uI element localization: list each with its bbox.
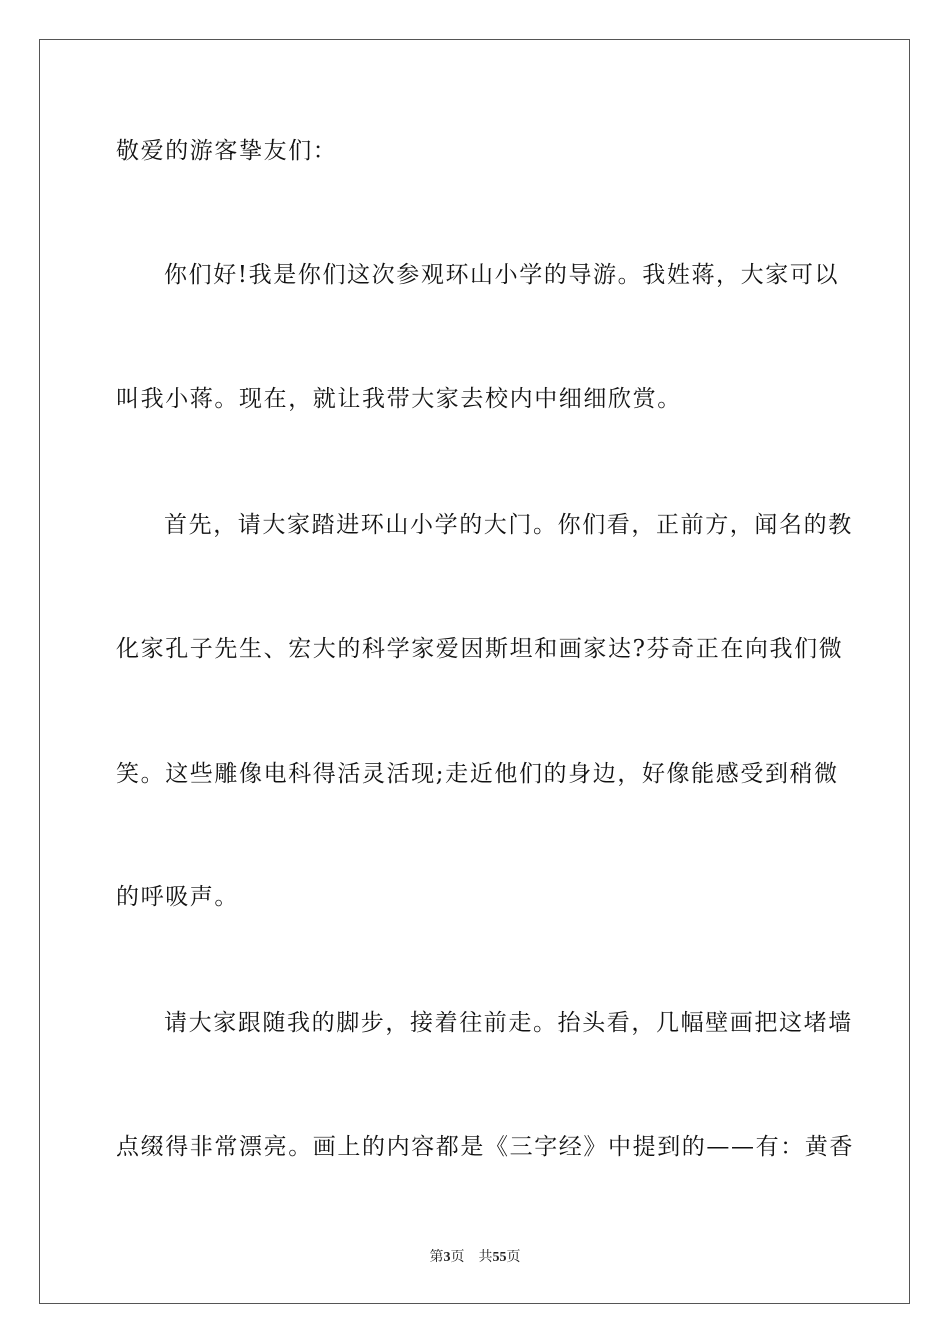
page-suffix: 页 (450, 1250, 465, 1265)
paragraph-line: 首先，请大家踏进环山小学的大门。你们看，正前方，闻名的教 (164, 512, 853, 538)
salutation-line: 敬爱的游客挚友们： (116, 138, 338, 164)
paragraph-line: 点缀得非常漂亮。画上的内容都是《三字经》中提到的——有：黄香 (116, 1134, 854, 1160)
total-pages: 55 (492, 1250, 507, 1265)
paragraph-line: 你们好!我是你们这次参观环山小学的导游。我姓蒋，大家可以 (164, 262, 840, 288)
total-suffix: 页 (506, 1250, 521, 1265)
page-frame (39, 39, 910, 1304)
paragraph-line: 化家孔子先生、宏大的科学家爱因斯坦和画家达?芬奇正在向我们微 (116, 636, 844, 662)
page-footer (0, 1246, 950, 1266)
total-prefix: 共 (478, 1250, 493, 1265)
page-number: 3 (443, 1250, 451, 1265)
paragraph-line: 笑。这些雕像电科得活灵活现;走近他们的身边，好像能感受到稍微 (116, 761, 839, 787)
paragraph-line: 叫我小蒋。现在，就让我带大家去校内中细细欣赏。 (116, 386, 682, 412)
paragraph-line: 请大家跟随我的脚步，接着往前走。抬头看，几幅壁画把这堵墙 (164, 1010, 853, 1036)
page-prefix: 第 (429, 1250, 444, 1265)
paragraph-line: 的呼吸声。 (116, 884, 239, 910)
